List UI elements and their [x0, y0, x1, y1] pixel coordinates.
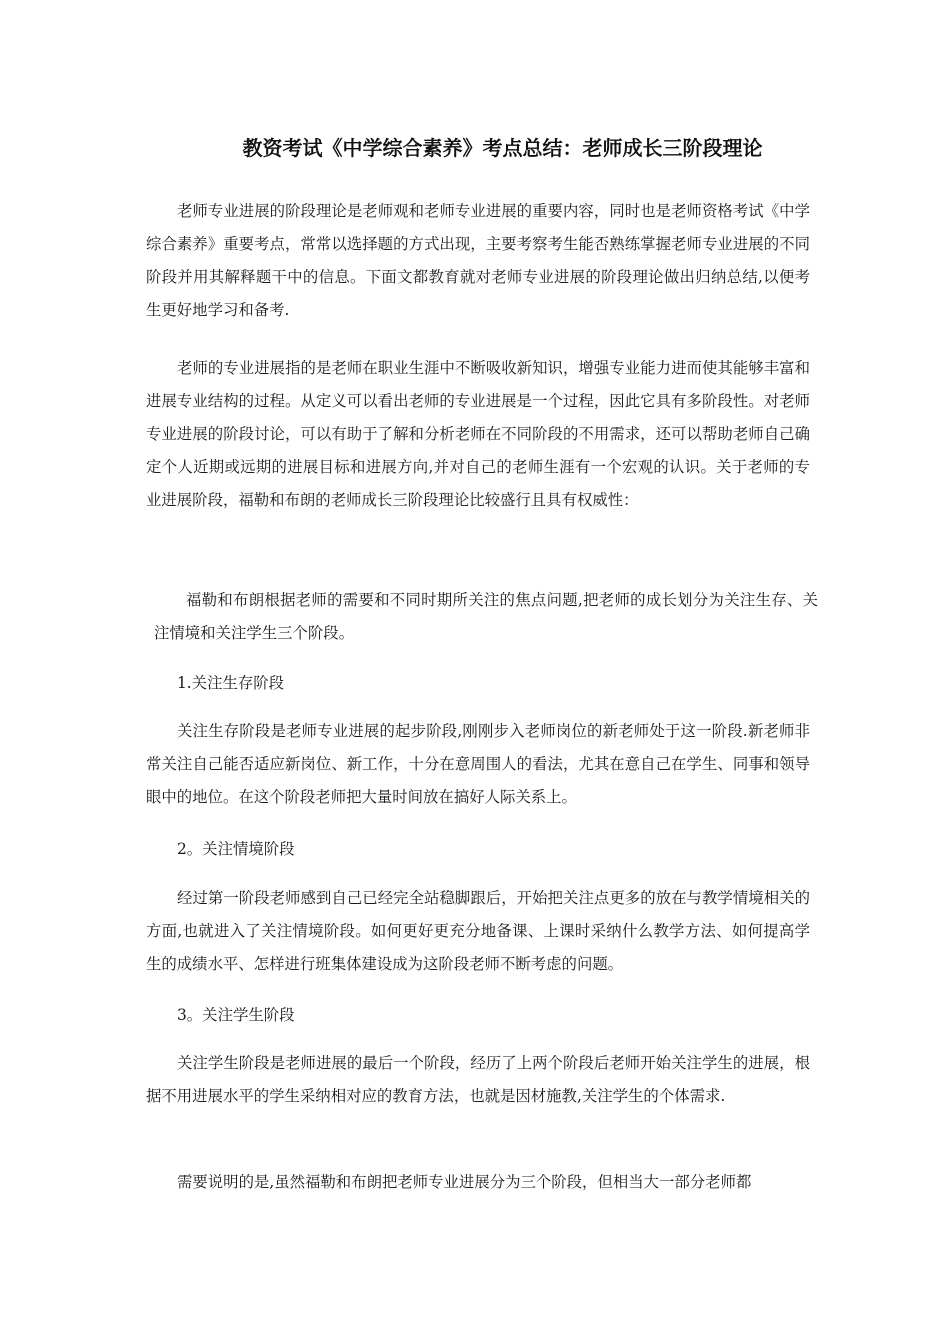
paragraph-overview: 福勒和布朗根据老师的需要和不同时期所关注的焦点问题,把老师的成长划分为关注生存、关注情境和关注学生三个阶段。 — [154, 591, 818, 642]
document-title: 教资考试《中学综合素养》考点总结：老师成长三阶段理论 — [242, 136, 763, 160]
paragraph-stage-2: 经过第一阶段老师感到自己已经完全站稳脚跟后，开始把关注点更多的放在与教学情境相关的方面,也就进入了关注情境阶段。如何更好更充分地备课、上课时采纳什么教学方法、如何提高学生的成绩水平、怎样进行班集体建设成为这阶段老师不断考虑的问题。 — [146, 889, 810, 973]
paragraph-definition: 老师的专业进展指的是老师在职业生涯中不断吸收新知识，增强专业能力进而使其能够丰富和进展专业结构的过程。从定义可以看出老师的专业进展是一个过程，因此它具有多阶段性。对老师专业进展的阶段讨论，可以有助于了解和分析老师在不同阶段的不用需求，还可以帮助老师自己确定个人近期或远期的进展目标和进展方向,并对自己的老师生涯有一个宏观的认识。关于老师的专业进展阶段，福勒和布朗的老师成长三阶段理论比较盛行且具有权威性： — [146, 359, 810, 509]
paragraph-stage-1: 关注生存阶段是老师专业进展的起步阶段,刚刚步入老师岗位的新老师处于这一阶段.新老师非常关注自己能否适应新岗位、新工作，十分在意周围人的看法，尤其在意自己在学生、同事和领导眼中的地位。在这个阶段老师把大量时间放在搞好人际关系上。 — [146, 722, 810, 806]
heading-stage-3: 3。关注学生阶段 — [177, 1006, 295, 1024]
paragraph-intro: 老师专业进展的阶段理论是老师观和老师专业进展的重要内容，同时也是老师资格考试《中学综合素养》重要考点，常常以选择题的方式出现，主要考察考生能否熟练掌握老师专业进展的不同阶段并用其解释题干中的信息。下面文都教育就对老师专业进展的阶段理论做出归纳总结,以便考生更好地学习和备考. — [146, 202, 810, 319]
paragraph-note: 需要说明的是,虽然福勒和布朗把老师专业进展分为三个阶段，但相当大一部分老师都 — [177, 1173, 752, 1191]
heading-stage-2: 2。关注情境阶段 — [177, 840, 295, 858]
heading-stage-1: 1.关注生存阶段 — [177, 674, 285, 692]
paragraph-stage-3: 关注学生阶段是老师进展的最后一个阶段，经历了上两个阶段后老师开始关注学生的进展，根据不用进展水平的学生采纳相对应的教育方法，也就是因材施教,关注学生的个体需求. — [146, 1054, 810, 1105]
